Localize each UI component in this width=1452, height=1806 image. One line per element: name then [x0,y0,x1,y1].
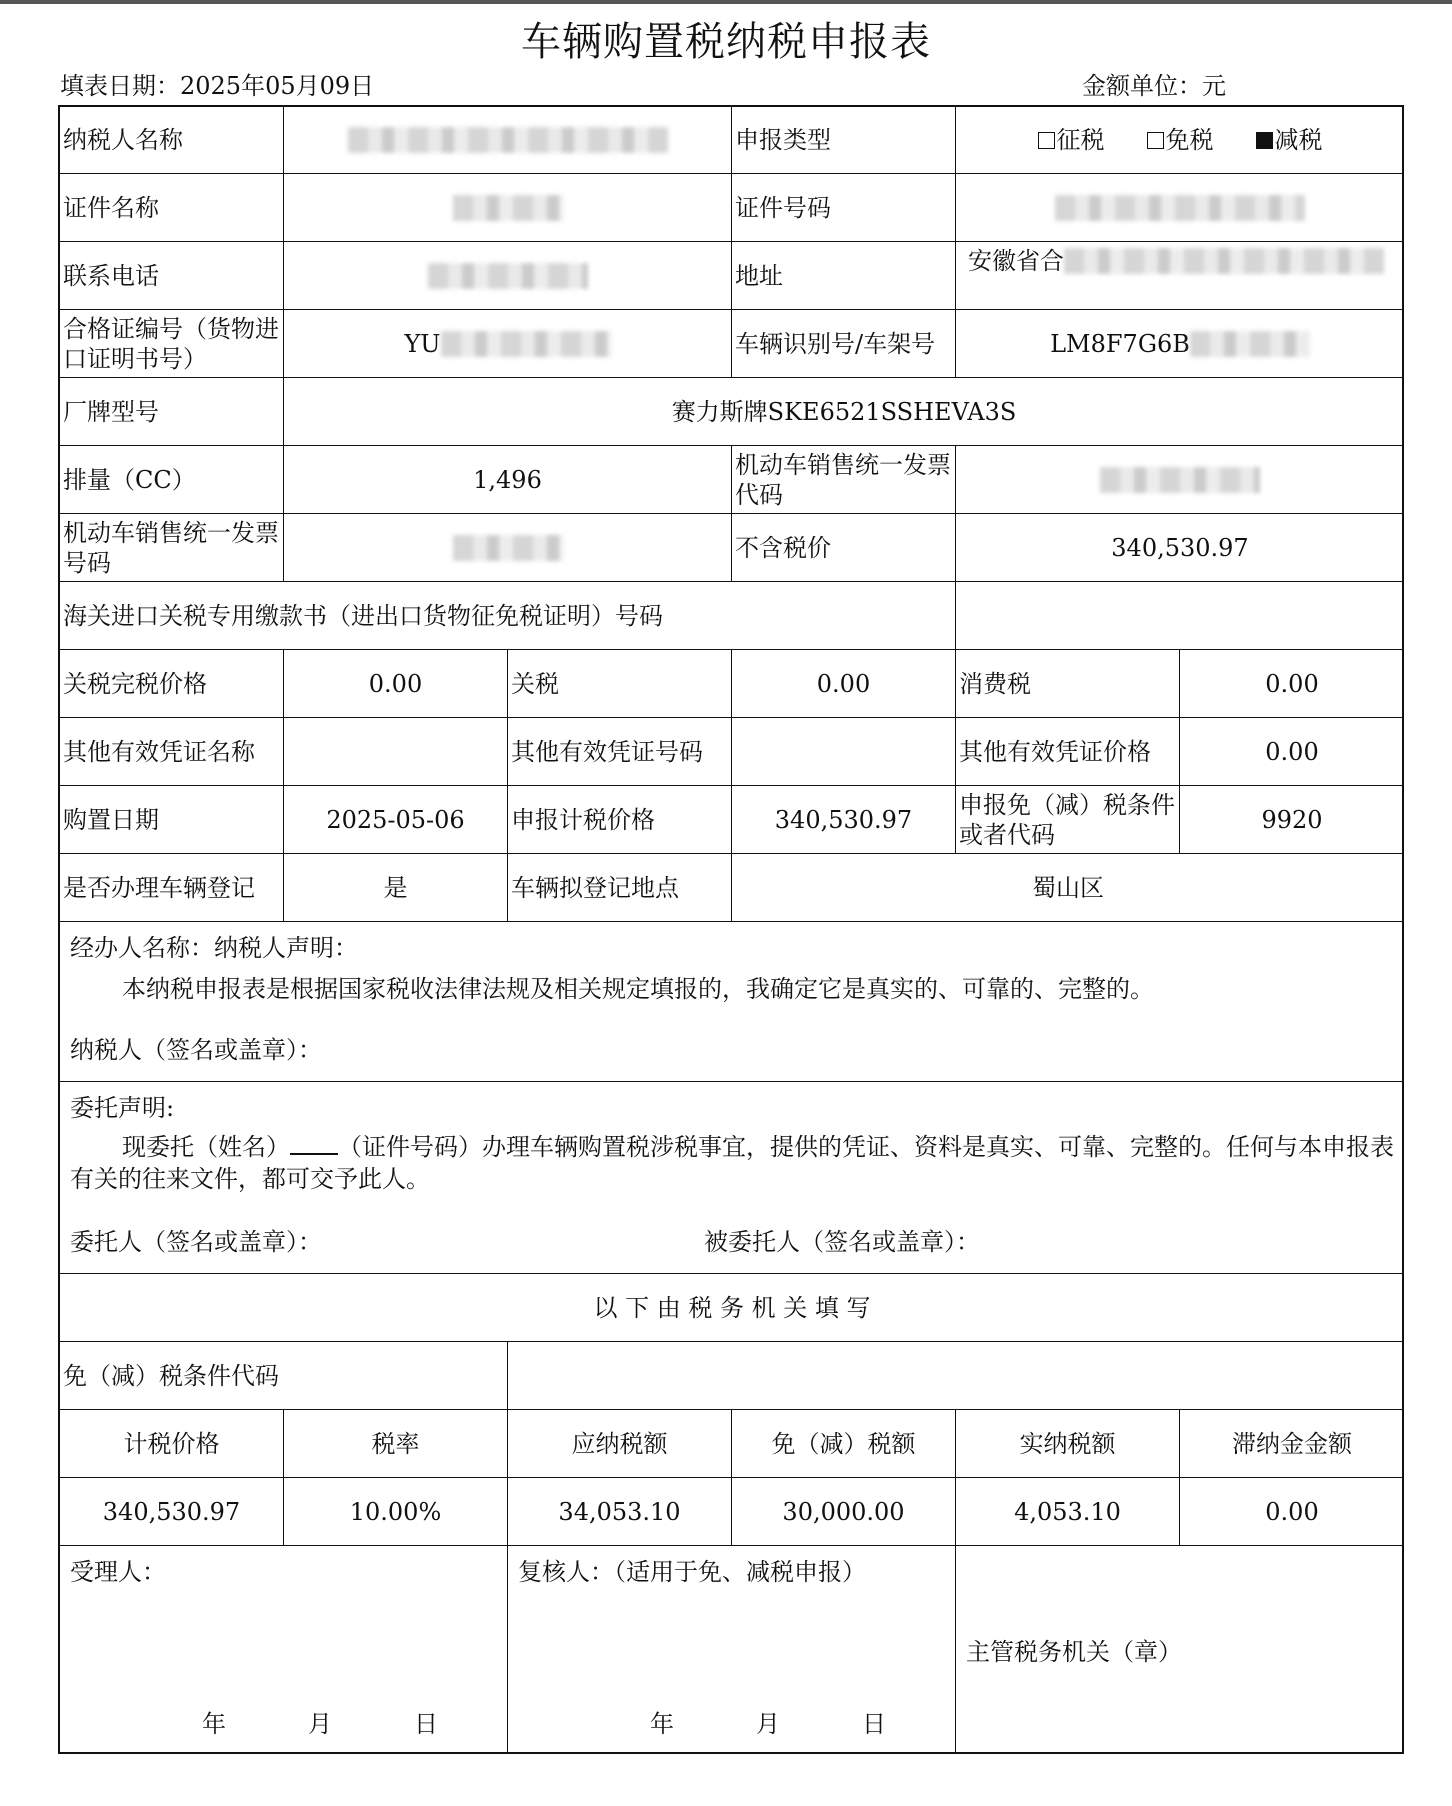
exempt-condition-code-value [508,1342,1404,1410]
col-header-tax-rate: 税率 [284,1410,508,1478]
col-header-tax-paid: 实纳税额 [956,1410,1180,1478]
register-label: 是否办理车辆登记 [60,854,284,922]
redacted-text [441,331,611,357]
taxable-price-value: 340,530.97 [732,786,956,854]
exempt-code-label: 申报免（减）税条件或者代码 [956,786,1180,854]
other-voucher-name-label: 其他有效凭证名称 [60,718,284,786]
fill-date: 填表日期：2025年05月09日 [60,72,375,100]
other-voucher-name-value [284,718,508,786]
other-voucher-price-label: 其他有效凭证价格 [956,718,1180,786]
redacted-text [1055,195,1305,221]
value-tax-payable: 34,053.10 [508,1478,732,1546]
checkbox-unchecked-icon [1147,132,1164,149]
checkbox-unchecked-icon [1038,132,1055,149]
exempt-code-value: 9920 [1180,786,1404,854]
receiver-date-month: 月 [308,1710,332,1738]
declare-type-label: 申报类型 [732,107,956,174]
reviewer-date-month: 月 [756,1710,780,1738]
receiver-date-day: 日 [414,1710,438,1738]
reviewer-date-year: 年 [650,1710,674,1738]
customs-value-empty [956,582,1404,650]
customs-dutiable-value-label: 关税完税价格 [60,650,284,718]
declaration-form-table [58,105,1404,1754]
redacted-text [1064,248,1384,274]
price-ex-tax-label: 不含税价 [732,514,956,582]
brand-model-label: 厂牌型号 [60,378,284,446]
col-header-tax-exempt: 免（减）税额 [732,1410,956,1478]
principal-signature-label: 委托人（签名或盖章）： [70,1228,322,1256]
vin-label: 车辆识别号/车架号 [732,310,956,378]
consumption-tax-value: 0.00 [1180,650,1404,718]
redacted-text [348,127,668,153]
col-header-taxable-price: 计税价格 [60,1410,284,1478]
invoice-code-value [956,446,1404,514]
other-voucher-no-label: 其他有效凭证号码 [508,718,732,786]
declaration-header: 经办人名称：纳税人声明： [70,934,358,962]
col-header-tax-payable: 应纳税额 [508,1410,732,1478]
brand-model-value: 赛力斯牌SKE6521SSHEVA3S [284,378,1404,446]
id-number-label: 证件号码 [732,174,956,242]
value-late-fee: 0.00 [1180,1478,1404,1546]
redacted-text [428,263,588,289]
id-number-value [956,174,1404,242]
reviewer-label: 复核人：（适用于免、减税申报） [518,1558,866,1586]
displacement-value: 1,496 [284,446,732,514]
value-taxable-price: 340,530.97 [60,1478,284,1546]
register-place-value: 蜀山区 [732,854,1404,922]
taxpayer-name-label: 纳税人名称 [60,107,284,174]
phone-value [284,242,732,310]
invoice-no-label: 机动车销售统一发票号码 [60,514,284,582]
declare-option-levy[interactable]: 征税 [1038,125,1105,155]
vin-value: LM8F7G6B [956,310,1404,378]
redacted-text [1100,467,1260,493]
other-voucher-no-value [732,718,956,786]
declare-type-options [956,107,1404,174]
form-title: 车辆购置税纳税申报表 [521,19,931,65]
register-place-label: 车辆拟登记地点 [508,854,732,922]
address-label: 地址 [732,242,956,310]
receiver-label: 受理人： [70,1558,166,1586]
taxable-price-label: 申报计税价格 [508,786,732,854]
exempt-condition-code-label: 免（减）税条件代码 [60,1342,508,1410]
cert-no-label: 合格证编号（货物进口证明书号） [60,310,284,378]
id-name-label: 证件名称 [60,174,284,242]
cert-no-value: YU [284,310,732,378]
address-value: 安徽省合 [956,242,1404,310]
tariff-label: 关税 [508,650,732,718]
declare-option-exempt[interactable]: 免税 [1147,125,1214,155]
phone-label: 联系电话 [60,242,284,310]
agent-signature-label: 被委托人（签名或盖章）： [704,1228,980,1256]
redacted-text [453,195,563,221]
receiver-date-year: 年 [202,1710,226,1738]
displacement-label: 排量（CC） [60,446,284,514]
value-tax-rate: 10.00% [284,1478,508,1546]
customs-dutiable-value: 0.00 [284,650,508,718]
purchase-date-label: 购置日期 [60,786,284,854]
taxpayer-name-value [284,107,732,174]
name-blank-line [290,1131,338,1155]
consumption-tax-label: 消费税 [956,650,1180,718]
tax-office-section-header: 以 下 由 税 务 机 关 填 写 [60,1274,1404,1342]
redacted-text [453,535,563,561]
top-edge-bar [0,0,1452,4]
tariff-value: 0.00 [732,650,956,718]
redacted-text [1190,331,1310,357]
entrust-title: 委托声明: [70,1094,175,1122]
declare-option-reduce[interactable]: 减税 [1256,125,1323,155]
checkbox-checked-icon [1256,132,1273,149]
price-ex-tax-value: 340,530.97 [956,514,1404,582]
other-voucher-price-value: 0.00 [1180,718,1404,786]
invoice-no-value [284,514,732,582]
entrust-body: 现委托（姓名） （证件号码）办理车辆购置税涉税事宜，提供的凭证、资料是真实、可靠、完整的。任何与本申报表有关的往来文件，都可交予此人。 [70,1133,1394,1193]
col-header-late-fee: 滞纳金金额 [1180,1410,1404,1478]
invoice-code-label: 机动车销售统一发票代码 [732,446,956,514]
register-value: 是 [284,854,508,922]
authority-seal-label: 主管税务机关（章） [966,1638,1182,1666]
declaration-body: 本纳税申报表是根据国家税收法律法规及相关规定填报的，我确定它是真实的、可靠的、完整的。 [122,975,1154,1003]
taxpayer-signature-label: 纳税人（签名或盖章）： [70,1036,322,1064]
purchase-date-value: 2025-05-06 [284,786,508,854]
id-name-value [284,174,732,242]
amount-unit: 金额单位：元 [1082,72,1226,100]
reviewer-date-day: 日 [862,1710,886,1738]
value-tax-exempt: 30,000.00 [732,1478,956,1546]
value-tax-paid: 4,053.10 [956,1478,1180,1546]
customs-label: 海关进口关税专用缴款书（进出口货物征免税证明）号码 [60,582,956,650]
